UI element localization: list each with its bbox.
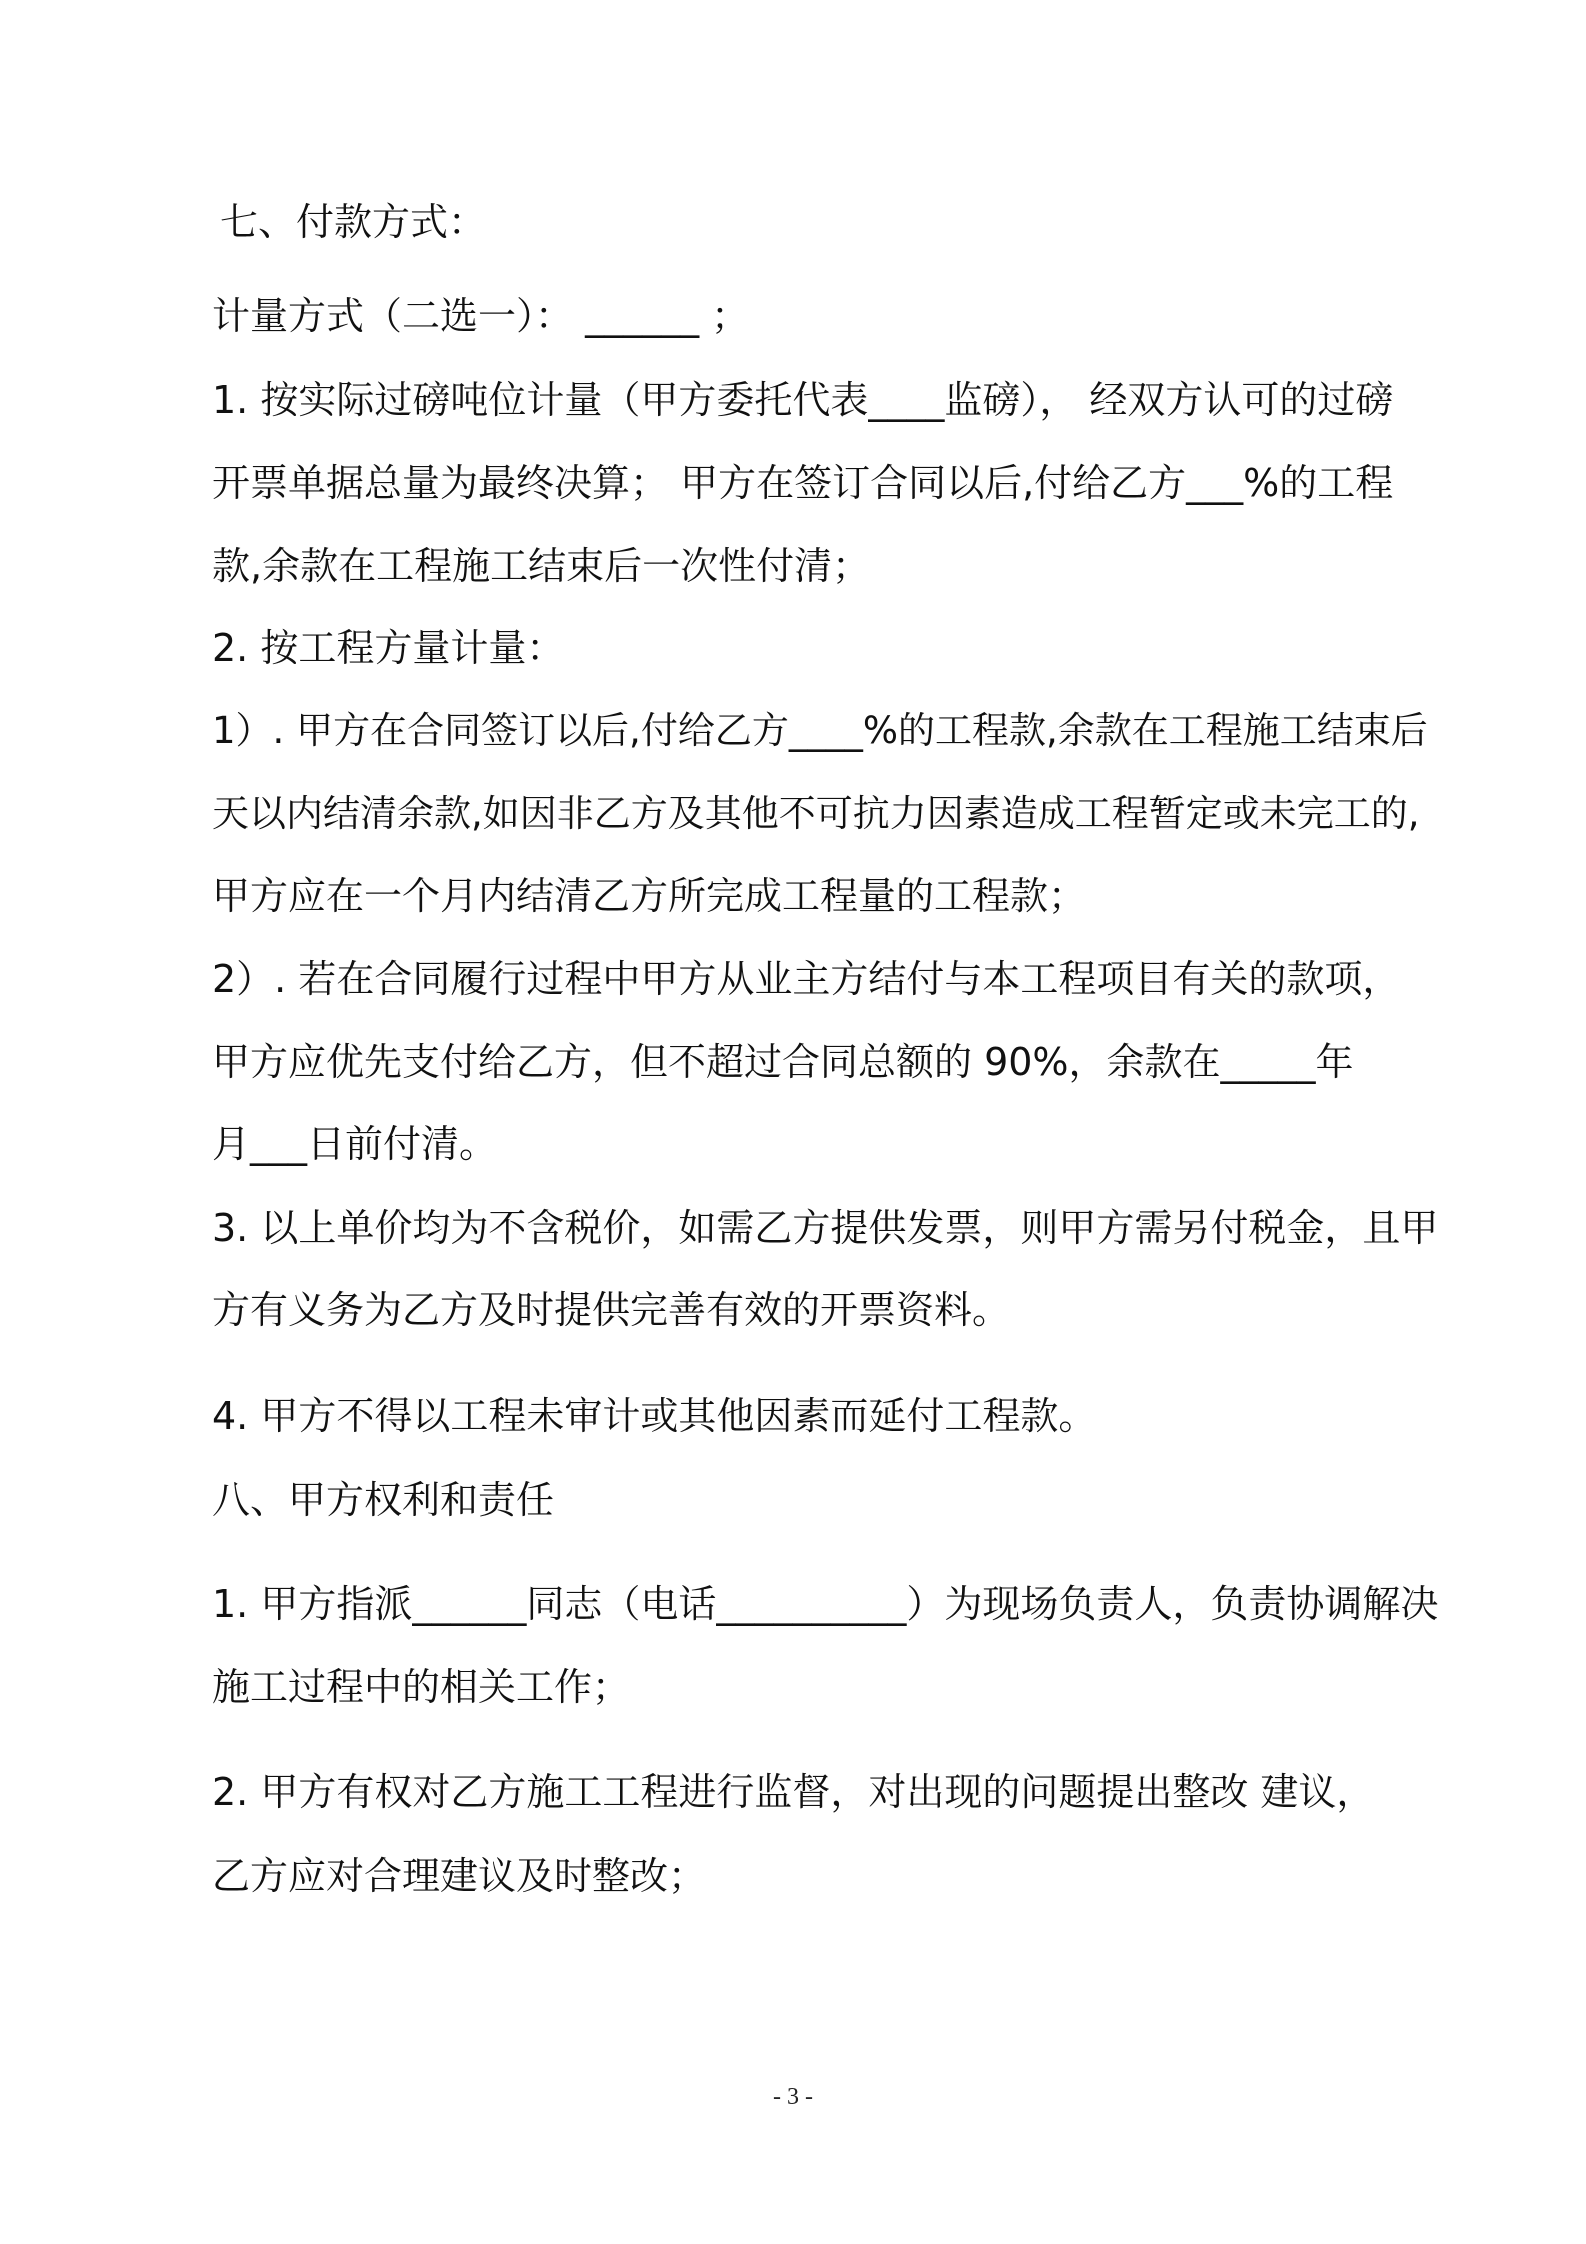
body-line: 甲方应在一个月内结清乙方所完成工程量的工程款；: [212, 874, 1087, 918]
body-line: 月___日前付清。: [212, 1122, 498, 1166]
body-line: 1. 按实际过磅吨位计量（甲方委托代表____监磅）， 经双方认可的过磅: [212, 378, 1394, 422]
body-line: 天以内结清余款,如因非乙方及其他不可抗力因素造成工程暂定或未完工的,: [212, 792, 1420, 835]
body-line: 1. 甲方指派______同志（电话__________）为现场负责人，负责协调解决: [212, 1582, 1439, 1626]
body-line: 2）. 若在合同履行过程中甲方从业主方结付与本工程项目有关的款项，: [212, 957, 1401, 1001]
body-line: 计量方式（二选一）： ______ ；: [212, 294, 750, 338]
section-heading-payment: 七、付款方式：: [220, 200, 487, 244]
body-line: 方有义务为乙方及时提供完善有效的开票资料。: [212, 1288, 1011, 1332]
body-line: 甲方应优先支付给乙方，但不超过合同总额的 90%，余款在_____年: [212, 1040, 1354, 1084]
body-line: 2. 甲方有权对乙方施工工程进行监督，对出现的问题提出整改 建议，: [212, 1770, 1375, 1814]
body-line: 1）. 甲方在合同签订以后,付给乙方____%的工程款,余款在工程施工结束后: [212, 709, 1428, 752]
body-line: 开票单据总量为最终决算； 甲方在签订合同以后,付给乙方___%的工程: [212, 461, 1394, 505]
body-line: 施工过程中的相关工作；: [212, 1665, 631, 1709]
body-line: 2. 按工程方量计量：: [212, 626, 565, 670]
page-number: - 3 -: [773, 2084, 813, 2110]
body-line: 4. 甲方不得以工程未审计或其他因素而延付工程款。: [212, 1394, 1097, 1438]
section-heading-party-a-rights: 八、甲方权利和责任: [212, 1478, 555, 1522]
body-line: 乙方应对合理建议及时整改；: [212, 1854, 707, 1898]
body-line: 3. 以上单价均为不含税价，如需乙方提供发票，则甲方需另付税金，且甲: [212, 1206, 1439, 1250]
body-line: 款,余款在工程施工结束后一次性付清；: [212, 544, 871, 588]
